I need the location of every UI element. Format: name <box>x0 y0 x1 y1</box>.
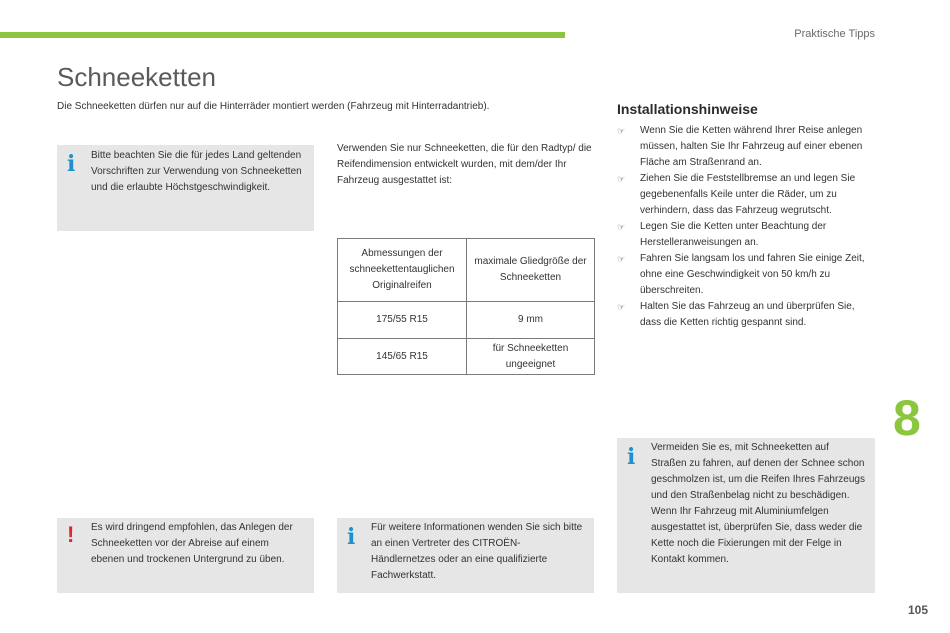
chain-usage-text: Verwenden Sie nur Schneeketten, die für den Radtyp/ die Reifendimension entwickelt wurden, mit dem/der Ihr Fahrzeug ausgestattet ist: <box>337 143 592 186</box>
note-speed-regulations <box>57 145 314 231</box>
page-title: Schneeketten <box>57 62 217 92</box>
section-label: Praktische Tipps <box>794 28 875 40</box>
pointing-hand-icon: ☞ <box>617 254 626 264</box>
table-cell: 9 mm <box>467 302 595 339</box>
note-melted-snow <box>617 438 875 593</box>
tire-dimension-table <box>337 238 595 375</box>
note-dealer-info <box>337 518 594 593</box>
note-text: Vermeiden Sie es, mit Schneeketten auf Straßen zu fahren, auf denen der Schnee schon geschmolzen ist, um die Reifen Ihres Fahrzeugs und den Straßenbelag nicht zu beschädigen. Wenn Ihr Fahrzeug mit Aluminiumfelgen ausgestattet ist, überprüfen Sie, dass weder die Kette noch die Fixierungen mit der Felge in Kontakt kommen. <box>651 442 865 565</box>
installation-heading: Installationshinweise <box>617 101 758 117</box>
info-icon: i <box>67 151 76 177</box>
table-row <box>338 302 595 339</box>
list-item-text: Ziehen Sie die Feststellbremse an und legen Sie gegebenenfalls Keile unter die Räder, um zu verhindern, dass das Fahrzeug wegrutscht. <box>640 173 856 216</box>
list-item <box>617 219 877 251</box>
pointing-hand-icon: ☞ <box>617 222 626 232</box>
note-practice-warning <box>57 518 314 593</box>
intro-text: Die Schneeketten dürfen nur auf die Hinterräder montiert werden (Fahrzeug mit Hinterradantrieb). <box>57 101 490 112</box>
list-item <box>617 299 877 331</box>
table-cell: für Schneeketten ungeeignet <box>467 339 595 375</box>
pointing-hand-icon: ☞ <box>617 126 626 136</box>
note-text: Bitte beachten Sie die für jedes Land geltenden Vorschriften zur Verwendung von Schneeketten und die erlaubte Höchstgeschwindigkeit. <box>91 150 302 193</box>
list-item-text: Legen Sie die Ketten unter Beachtung der Herstelleranweisungen an. <box>640 221 827 248</box>
info-icon: i <box>627 444 636 470</box>
installation-list <box>617 123 877 331</box>
table-row <box>338 339 595 375</box>
list-item-text: Fahren Sie langsam los und fahren Sie einige Zeit, ohne eine Geschwindigkeit von 50 km/h zu überschreiten. <box>640 253 865 296</box>
table-header-cell: maximale Gliedgröße der Schneeketten <box>467 239 595 302</box>
table-cell: 145/65 R15 <box>338 339 467 375</box>
info-icon: i <box>347 524 356 550</box>
list-item <box>617 123 877 171</box>
header-accent-bar <box>0 32 565 38</box>
warning-icon: ! <box>67 522 75 547</box>
chapter-number: 8 <box>893 390 921 446</box>
note-text: Für weitere Informationen wenden Sie sich bitte an einen Vertreter des CITROËN-Händlernetzes oder an eine qualifizierte Fachwerkstatt. <box>371 522 583 581</box>
table-header-cell: Abmessungen der schneekettentauglichen Originalreifen <box>338 239 467 302</box>
list-item <box>617 171 877 219</box>
page-number: 105 <box>907 603 928 617</box>
pointing-hand-icon: ☞ <box>617 302 626 312</box>
list-item-text: Wenn Sie die Ketten während Ihrer Reise anlegen müssen, halten Sie Ihr Fahrzeug auf einer ebenen Fläche am Straßenrand an. <box>640 125 863 168</box>
note-text: Es wird dringend empfohlen, das Anlegen der Schneeketten vor der Abreise auf einem ebenen und trockenen Untergrund zu üben. <box>91 522 293 565</box>
pointing-hand-icon: ☞ <box>617 174 626 184</box>
table-header-row <box>338 239 595 302</box>
table-cell: 175/55 R15 <box>338 302 467 339</box>
list-item-text: Halten Sie das Fahrzeug an und überprüfen Sie, dass die Ketten richtig gespannt sind. <box>640 301 855 328</box>
list-item <box>617 251 877 299</box>
